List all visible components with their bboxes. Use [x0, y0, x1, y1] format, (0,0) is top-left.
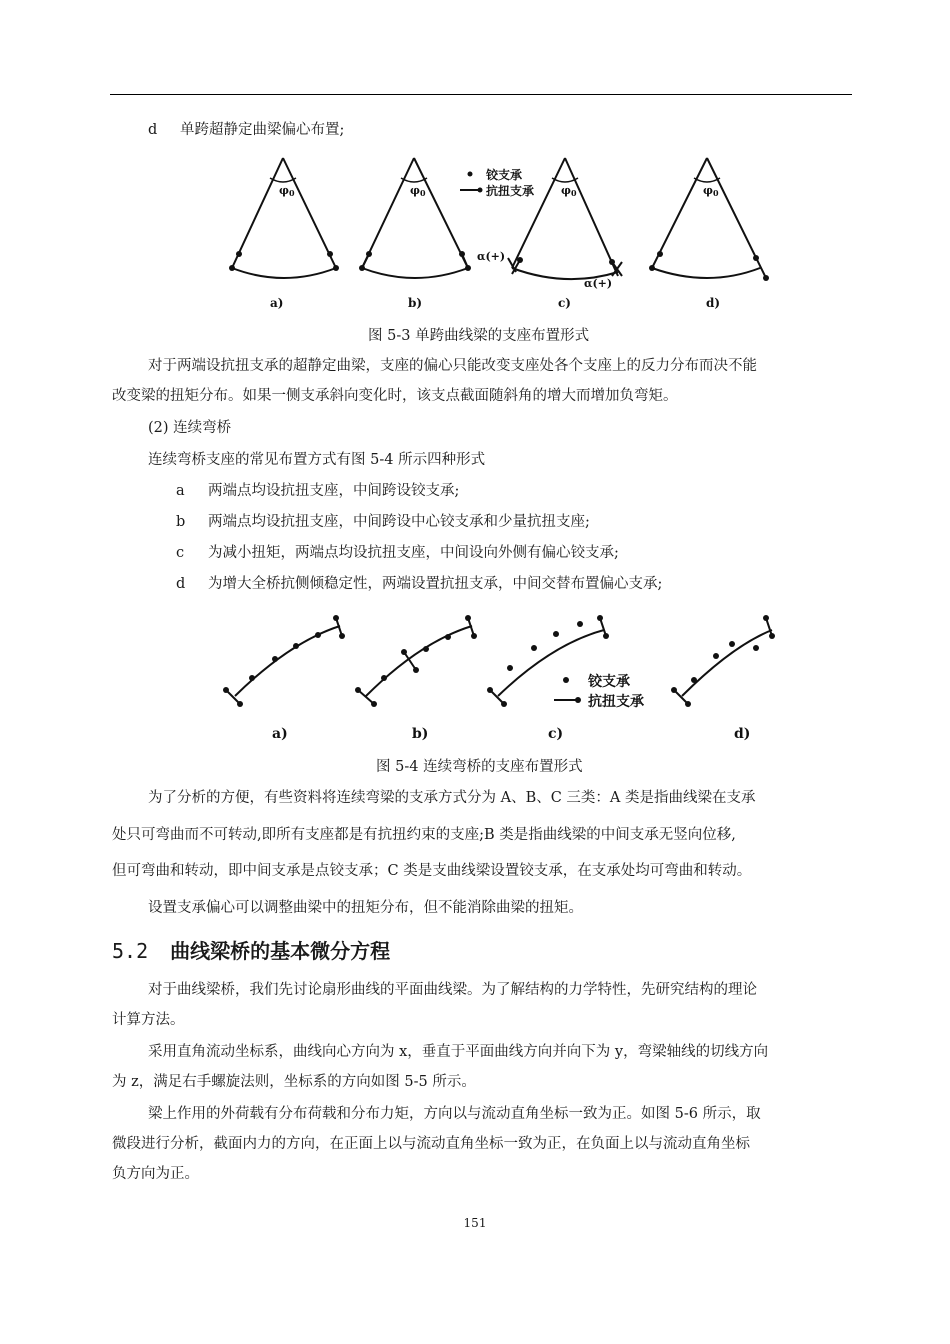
phi-label-c: φ0 — [561, 184, 577, 198]
phi-label-d: φ0 — [703, 184, 719, 198]
figure-5-4 — [0, 604, 950, 754]
fig53-sector-a — [229, 158, 339, 278]
paragraph-7-line-2: 微段进行分析，截面内力的方向，在正面上以与流动直角坐标一致为正，在负面上以与流动直角坐标 — [112, 1136, 750, 1152]
list-item-d-top — [148, 120, 344, 140]
list-text: 单跨超静定曲梁偏心布置; — [180, 122, 345, 138]
list-marker: a — [176, 483, 185, 499]
list-marker: d — [176, 576, 186, 592]
alpha-label-right: α(+) — [584, 277, 613, 290]
fig53-label-b: b) — [408, 296, 423, 310]
fig53-sector-d — [649, 158, 769, 281]
page-number: 151 — [463, 1216, 487, 1230]
fig53-label-d: d) — [706, 296, 721, 310]
list-item-c — [176, 543, 619, 563]
list-text: 为增大全桥抗侧倾稳定性，两端设置抗扭支承，中间交替布置偏心支承; — [208, 576, 663, 592]
header-rule — [110, 94, 852, 95]
section-number: 5.2 — [112, 939, 149, 963]
legend-torsion-label: 抗扭支承 — [588, 694, 644, 710]
fig54-label-c: c) — [548, 726, 564, 742]
fig54-label-b: b) — [412, 726, 429, 742]
paragraph-3-line-3: 但可弯曲和转动，即中间支承是点铰支承；C 类是支曲线梁设置铰支承，在支承处均可弯曲和转动。 — [112, 863, 752, 879]
list-text: 两端点均设抗扭支座，中间跨设中心铰支承和少量抗扭支座; — [208, 514, 590, 530]
fig54-label-a: a) — [272, 726, 288, 742]
figure-5-4-caption: 图 5-4 连续弯桥的支座布置形式 — [376, 759, 583, 775]
legend-hinge-label: 铰支承 — [486, 168, 523, 182]
fig54-beam-a — [223, 615, 345, 707]
section-title: 曲线梁桥的基本微分方程 — [170, 939, 391, 963]
paragraph-5-line-1: 对于曲线梁桥，我们先讨论扇形曲线的平面曲线梁。为了解结构的力学特性，先研究结构的理论 — [148, 982, 757, 998]
paragraph-1-line-2: 改变梁的扭矩分布。如果一侧支承斜向变化时，该支点截面随斜角的增大而增加负弯矩。 — [112, 388, 678, 404]
legend-hinge-dot — [468, 172, 473, 177]
figure-5-3 — [0, 150, 950, 320]
subsection-heading: (2) 连续弯桥 — [148, 420, 232, 436]
list-item-b — [176, 512, 590, 532]
paragraph-7-line-1: 梁上作用的外荷载有分布荷载和分布力矩，方向以与流动直角坐标一致为正。如图 5-6 所示，取 — [148, 1106, 761, 1122]
paragraph-2: 连续弯桥支座的常见布置方式有图 5-4 所示四种形式 — [148, 452, 486, 468]
paragraph-4: 设置支承偏心可以调整曲梁中的扭矩分布，但不能消除曲梁的扭矩。 — [148, 900, 583, 916]
fig54-label-d: d) — [734, 726, 751, 742]
phi-label-a: φ0 — [279, 184, 295, 198]
paragraph-6-line-1: 采用直角流动坐标系，曲线向心方向为 x，垂直于平面曲线方向并向下为 y，弯梁轴线的切线方向 — [148, 1044, 769, 1060]
figure-5-3-caption: 图 5-3 单跨曲线梁的支座布置形式 — [368, 328, 590, 344]
phi-label-b: φ0 — [410, 184, 426, 198]
paragraph-1-line-1: 对于两端设抗扭支承的超静定曲梁，支座的偏心只能改变支座处各个支座上的反力分布而决不能 — [148, 358, 757, 374]
legend-hinge-dot — [563, 677, 569, 683]
fig54-beam-b — [355, 615, 477, 707]
fig53-label-c: c) — [558, 296, 571, 310]
paragraph-7-line-3: 负方向为正。 — [112, 1166, 199, 1182]
fig53-sector-b — [359, 158, 471, 278]
paragraph-6-line-2: 为 z，满足右手螺旋法则，坐标系的方向如图 5-5 所示。 — [112, 1074, 476, 1090]
list-marker: b — [176, 514, 186, 530]
paragraph-3-line-1: 为了分析的方便，有些资料将连续弯梁的支承方式分为 A、B、C 三类：A 类是指曲线梁在支承 — [148, 790, 756, 806]
paragraph-3-line-2: 处只可弯曲而不可转动,即所有支座都是有抗扭约束的支座;B 类是指曲线梁的中间支承无竖向位移, — [112, 827, 736, 843]
alpha-label-left: α(+) — [477, 250, 506, 263]
fig54-beam-d — [671, 615, 775, 707]
list-marker: c — [176, 545, 185, 561]
list-item-a — [176, 481, 459, 501]
fig53-label-a: a) — [270, 296, 284, 310]
fig53-sector-c — [508, 158, 622, 279]
legend-hinge-label: 铰支承 — [588, 674, 630, 690]
legend-torsion-label: 抗扭支承 — [486, 184, 535, 198]
list-text: 两端点均设抗扭支座，中间跨设铰支承; — [208, 483, 460, 499]
list-marker: d — [148, 122, 158, 138]
section-heading — [112, 935, 390, 964]
list-text: 为减小扭矩，两端点均设抗扭支座，中间设向外侧有偏心铰支承; — [208, 545, 619, 561]
paragraph-5-line-2: 计算方法。 — [112, 1012, 185, 1028]
list-item-d — [176, 574, 662, 594]
